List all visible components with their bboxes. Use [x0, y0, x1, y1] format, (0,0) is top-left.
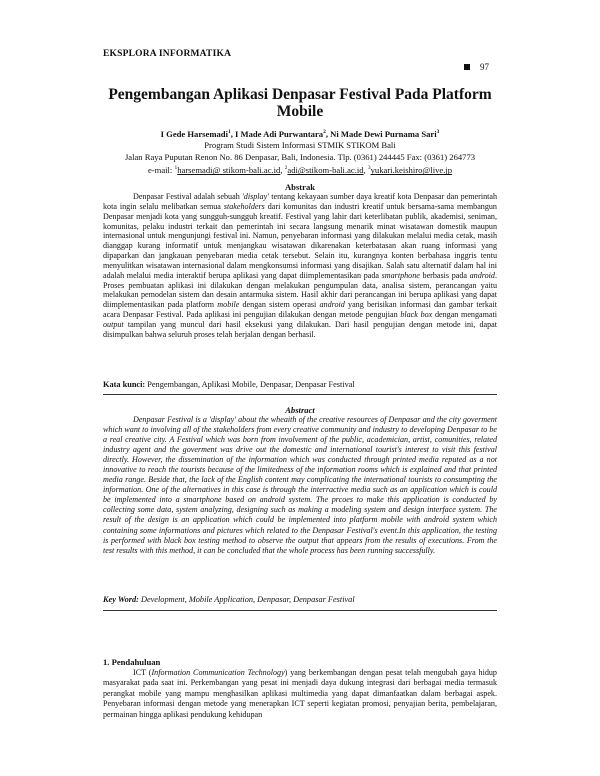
email-link-2[interactable]: adi@stikom-bali.ac.id [287, 165, 364, 176]
author-2: I Made Adi Purwantara [235, 128, 324, 139]
square-bullet-icon [464, 64, 470, 70]
author-3: Ni Made Dewi Purnama Sari [330, 128, 437, 139]
paper-title: Pengembangan Aplikasi Denpasar Festival Pada Platform Mobile [108, 86, 492, 120]
abstract-body: Denpasar Festival is a 'display' about the wheaith of the creative resources of Denpasar and the city goverment which want to involving all of the stakeholders from every creative community and industry to developing Denpasar to be a real creative city. A Festival which was born from involvement of the public, academician, artist, comunities, related industry agent and the goverment was drive out the domestic and international tourist's interest to visit this festival directly. However, the dissemination of the information which was conducted through printed media reputed as a not innovative to reach the tourists because of the limitedness of the information rooms which is explained and that printed media range. Beside that, the lack of the English content may complicating the international tourists to consumpting the information. One of the alternatives in this case is through the interractive media such as an application which is could be implemented into a smartphone based on android system. The prcoes to make this application is conducted by collecting some data, system analyzing, designing such as making a modeling system and design interface system. The result of the design is an application which could be implemented into platform mobile with android system which containing some informations and pictures which related to the Denpasar Festival's event.In this application, the testing is performed with black box testing method to observe the output that appears from the results of executions. From the test results with this method, it can be concluded that the whole process has been running successfully. [103, 415, 497, 555]
address: Jalan Raya Puputan Renon No. 86 Denpasar, Bali, Indonesia. Tlp. (0361) 244445 Fax: (0361) 264773 [124, 151, 476, 162]
divider-top [103, 394, 497, 395]
email-link-1[interactable]: harsemadi@ stikom-bali.ac.id [177, 165, 281, 176]
key-word: Key Word: Development, Mobile Application, Denpasar, Denpasar Festival [103, 595, 355, 604]
email-link-3[interactable]: yukari.keishiro@live.jp [370, 165, 453, 176]
author-1: I Gede Harsemadi [160, 128, 228, 139]
author-block [103, 127, 497, 177]
abstract-heading: Abstract [285, 405, 315, 415]
divider-bottom [103, 610, 497, 611]
page-number-block [464, 62, 489, 72]
abstrak-heading: Abstrak [284, 182, 316, 192]
section-heading: 1. Pendahuluan [103, 657, 161, 667]
author-names: I Gede Harsemadi$^1$, I Made Adi Purwantara$^2$, Ni Made Dewi Purnama Sari$^3$ [160, 128, 440, 139]
kata-kunci: Kata kunci: Pengembangan, Aplikasi Mobile, Denpasar, Denpasar Festival [103, 380, 355, 389]
journal-name: EKSPLORA INFORMATIKA [103, 49, 232, 59]
abstrak-body: Denpasar Festival adalah sebuah 'display' tentang kekayaan sumber daya kreatif kota Denpasar dan pemerintah kota ingin selalu melibatkan semua stakeholders dari komunitas dan industri kreatif untuk bersama-sama membangun Denpasar menjadi kota yang sungguh-sungguh kreatif. Festival yang lahir dari keterlibatan publik, akademisi, seniman, komunitas, pelaku industri terkait dan pemerintah ini secara langsung menarik minat wisatawan domestik maupun internasional untuk mengunjungi festival ini. Namun, penyebaran informasi yang dilakukan melalui media cetak, masih dianggap kurang informatif untuk menjangkau wisatawan dikarenakan keterbatasan akan ruang informasi yang dipaparkan dan jangkauan penyebaran media cetak tersebut. Selain itu, kurangnya konten berbahasa inggris tentu menyulitkan wisatawan internasional dalam mengkonsumsi informasi yang disajikan. Salah satu alternatif dalam hal ini adalah melalui media interaktif berupa aplikasi yang dapat diimplementasikan pada smartphone berbasis pada android. Proses pembuatan aplikasi ini dilakukan dengan melakukan pengumpulan data, analisa sistem, perancangan yaitu melakukan pemodelan sistem dan desain antarmuka sistem. Hasil akhir dari perancangan ini berupa aplikasi yang dapat diimplementasikan pada platform mobile dengan sistem operasi android yang berisikan informasi dan gambar terkait acara Denpasar Festival. Pada aplikasi ini pengujian dilakukan dengan metode pengujian black box dengan mengamati output tampilan yang muncul dari hasil eksekusi yang dilakukan. Dari hasil pengujian dengan metode ini, dapat disimpulkan bahwa seluruh proses telah berjalan dengan berhasil. [103, 192, 497, 339]
email-line: e-mail: $^1$harsemadi@ stikom-bali.ac.id, $^2$adi@stikom-bali.ac.id, $^3$yukari.keishiro@live.jp [147, 165, 453, 176]
affiliation: Program Studi Sistem Informasi STMIK STIKOM Bali [204, 140, 396, 151]
section-body: ICT (Information Communication Technology) yang berkembangan dengan pesat telah mengubah gaya hidup masyarakat pada saat ini. Perkembangan yang pesat ini menjadi daya dukung integrasi dari berbagai media termasuk perangkat mobile yang mampu menghasilkan aplikasi multimedia yang dapat dimanfaatkan dalam berbagai aspek. Penyebaran informasi dengan metode yang menerapkan ICT seperti kegiatan promosi, penyajian berita, pembelajaran, permainan hingga aplikasi pendukung kehidupan [103, 668, 497, 719]
page-number: 97 [480, 62, 489, 72]
